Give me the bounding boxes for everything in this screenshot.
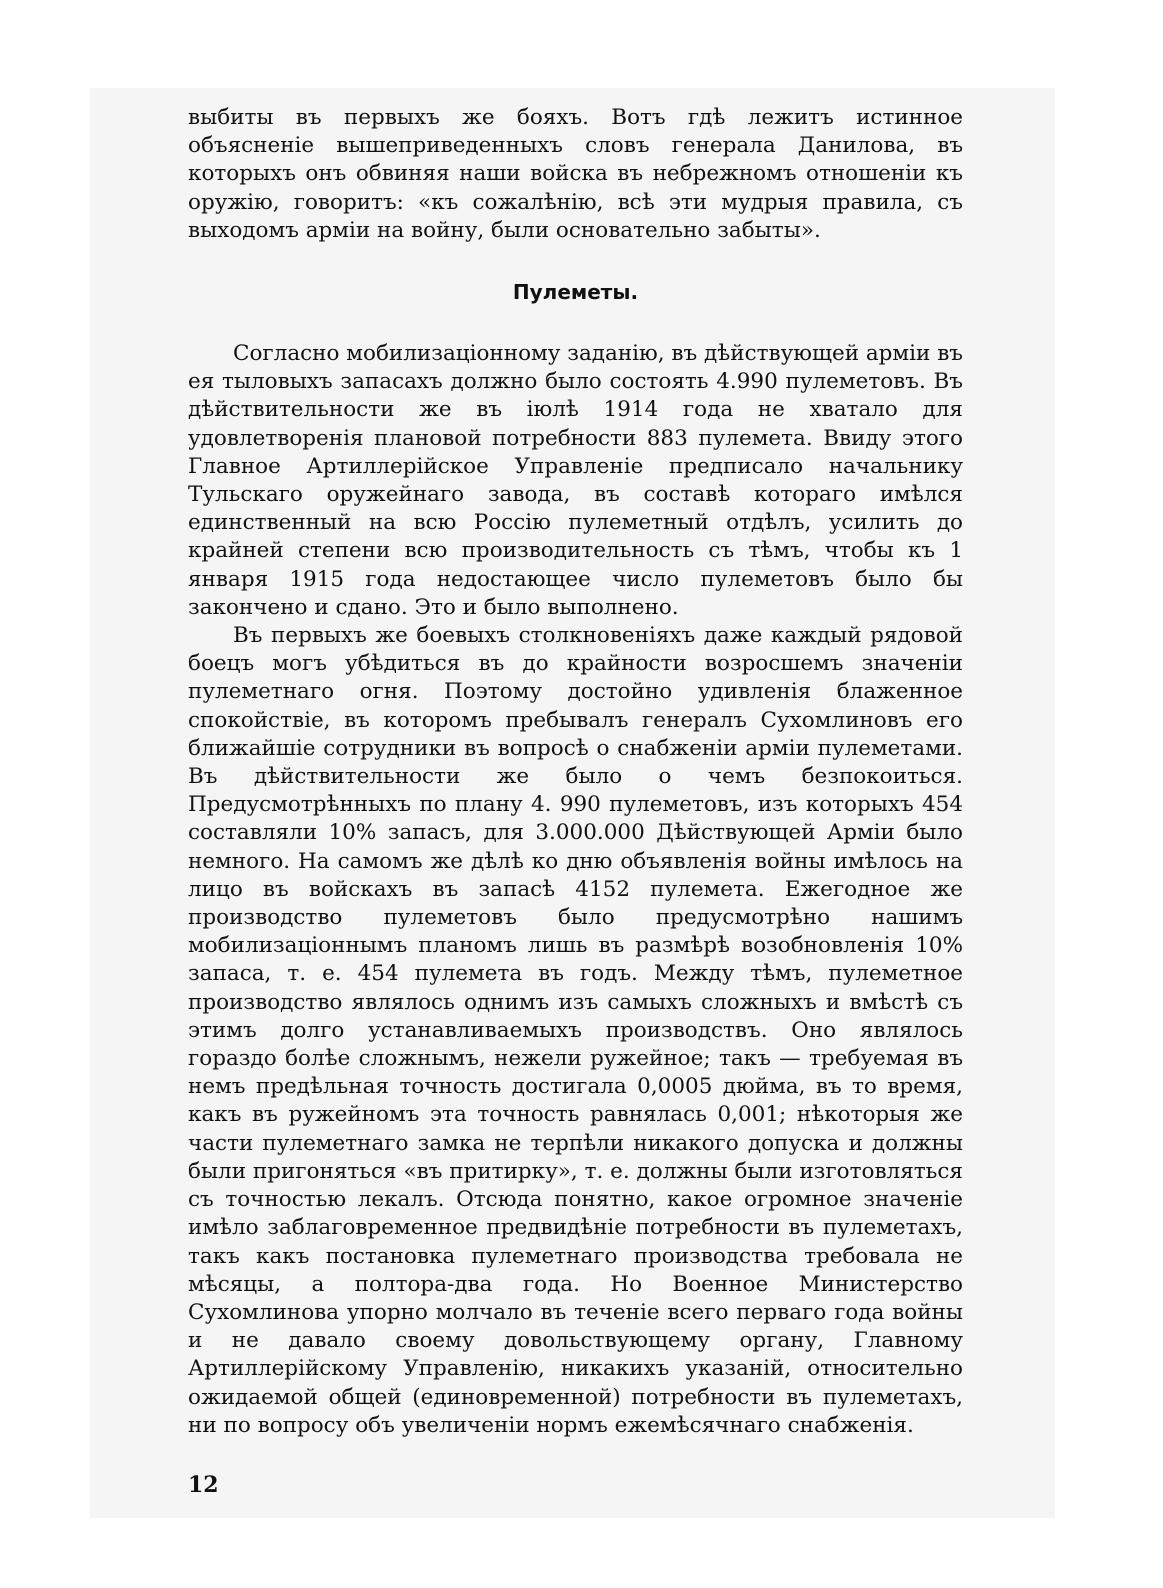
body-paragraph-1: Согласно мобилизаціонному заданію, въ дѣйствующей арміи въ ея тыловыхъ запасахъ должно было состоять 4.990 пулеметовъ. Въ дѣйствительности же въ іюлѣ 1914 года не хватало для удовлетворенія плановой потребности 883 пулемета. Ввиду этого Главное Артиллерійское Управленіе предписало начальнику Тульскаго оружейнаго завода, въ составѣ котораго имѣлся единственный на всю Россію пулеметный отдѣлъ, усилить до крайней степени всю производительность съ тѣмъ, чтобы къ 1 января 1915 года недостающее число пулеметовъ было бы закончено и сдано. Это и было выполнено. [188, 341, 963, 620]
body-paragraph-2: Въ первыхъ же боевыхъ столкновеніяхъ даже каждый рядовой боецъ могъ убѣдиться въ до крайности возросшемъ значеніи пулеметнаго огня. Поэтому достойно удивленія блаженное спокойствіе, въ которомъ пребывалъ генералъ Сухомлиновъ его ближайшіе сотрудники въ вопросѣ о снабженіи арміи пулеметами. Въ дѣйствительности же было о чемъ безпокоиться. Предусмотрѣнныхъ по плану 4. 990 пулеметовъ, изъ которыхъ 454 составляли 10% запасъ, для 3.000.000 Дѣйствующей Арміи было немного. На самомъ же дѣлѣ ко дню объявленія войны имѣлось на лицо въ войскахъ въ запасѣ 4152 пулемета. Ежегодное же производство пулеметовъ было предусмотрѣно нашимъ мобилизаціоннымъ планомъ лишь въ размѣрѣ возобновленія 10% запаса, т. е. 454 пулемета въ годъ. Между тѣмъ, пулеметное производство являлось однимъ изъ самыхъ сложныхъ и вмѣстѣ съ этимъ долго устанавливаемыхъ производствъ. Оно являлось гораздо болѣе сложнымъ, нежели ружейное; такъ — требуемая въ немъ предѣльная точность достигала 0,0005 дюйма, въ то время, какъ въ ружейномъ эта точность равнялась 0,001; нѣкоторыя же части пулеметнаго замка не терпѣли никакого допуска и должны были пригоняться «въ притирку», т. е. должны были изготовляться съ точностью лекалъ. Отсюда понятно, какое огромное значеніе имѣло заблаговременное предвидѣніе потребности въ пулеметахъ, такъ какъ постановка пулеметнаго производства требовала не мѣсяцы, а полтора-два года. Но Военное Министерство Сухомлинова упорно молчало въ теченіе всего перваго года войны и не давало своему довольствующему органу, Главному Артиллерійскому Управленію, никакихъ указаній, относительно ожидаемой общей (единовременной) потребности въ пулеметахъ, ни по вопросу объ увеличеніи нормъ ежемѣсячнаго снабженія. [188, 623, 963, 1438]
intro-paragraph: выбиты въ первыхъ же бояхъ. Вотъ гдѣ лежитъ истинное объясненіе вышеприведенныхъ словъ генерала Данилова, въ которыхъ онъ обвиняя наши войска въ небрежномъ отношеніи къ оружію, говоритъ: «къ сожалѣнію, всѣ эти мудрыя правила, съ выходомъ арміи на войну, были основательно забыты». [188, 105, 963, 243]
section-heading: Пулеметы. [512, 280, 639, 304]
page-number: 12 [188, 1472, 219, 1498]
body-text-block [188, 340, 963, 1440]
intro-text-block [188, 104, 963, 245]
